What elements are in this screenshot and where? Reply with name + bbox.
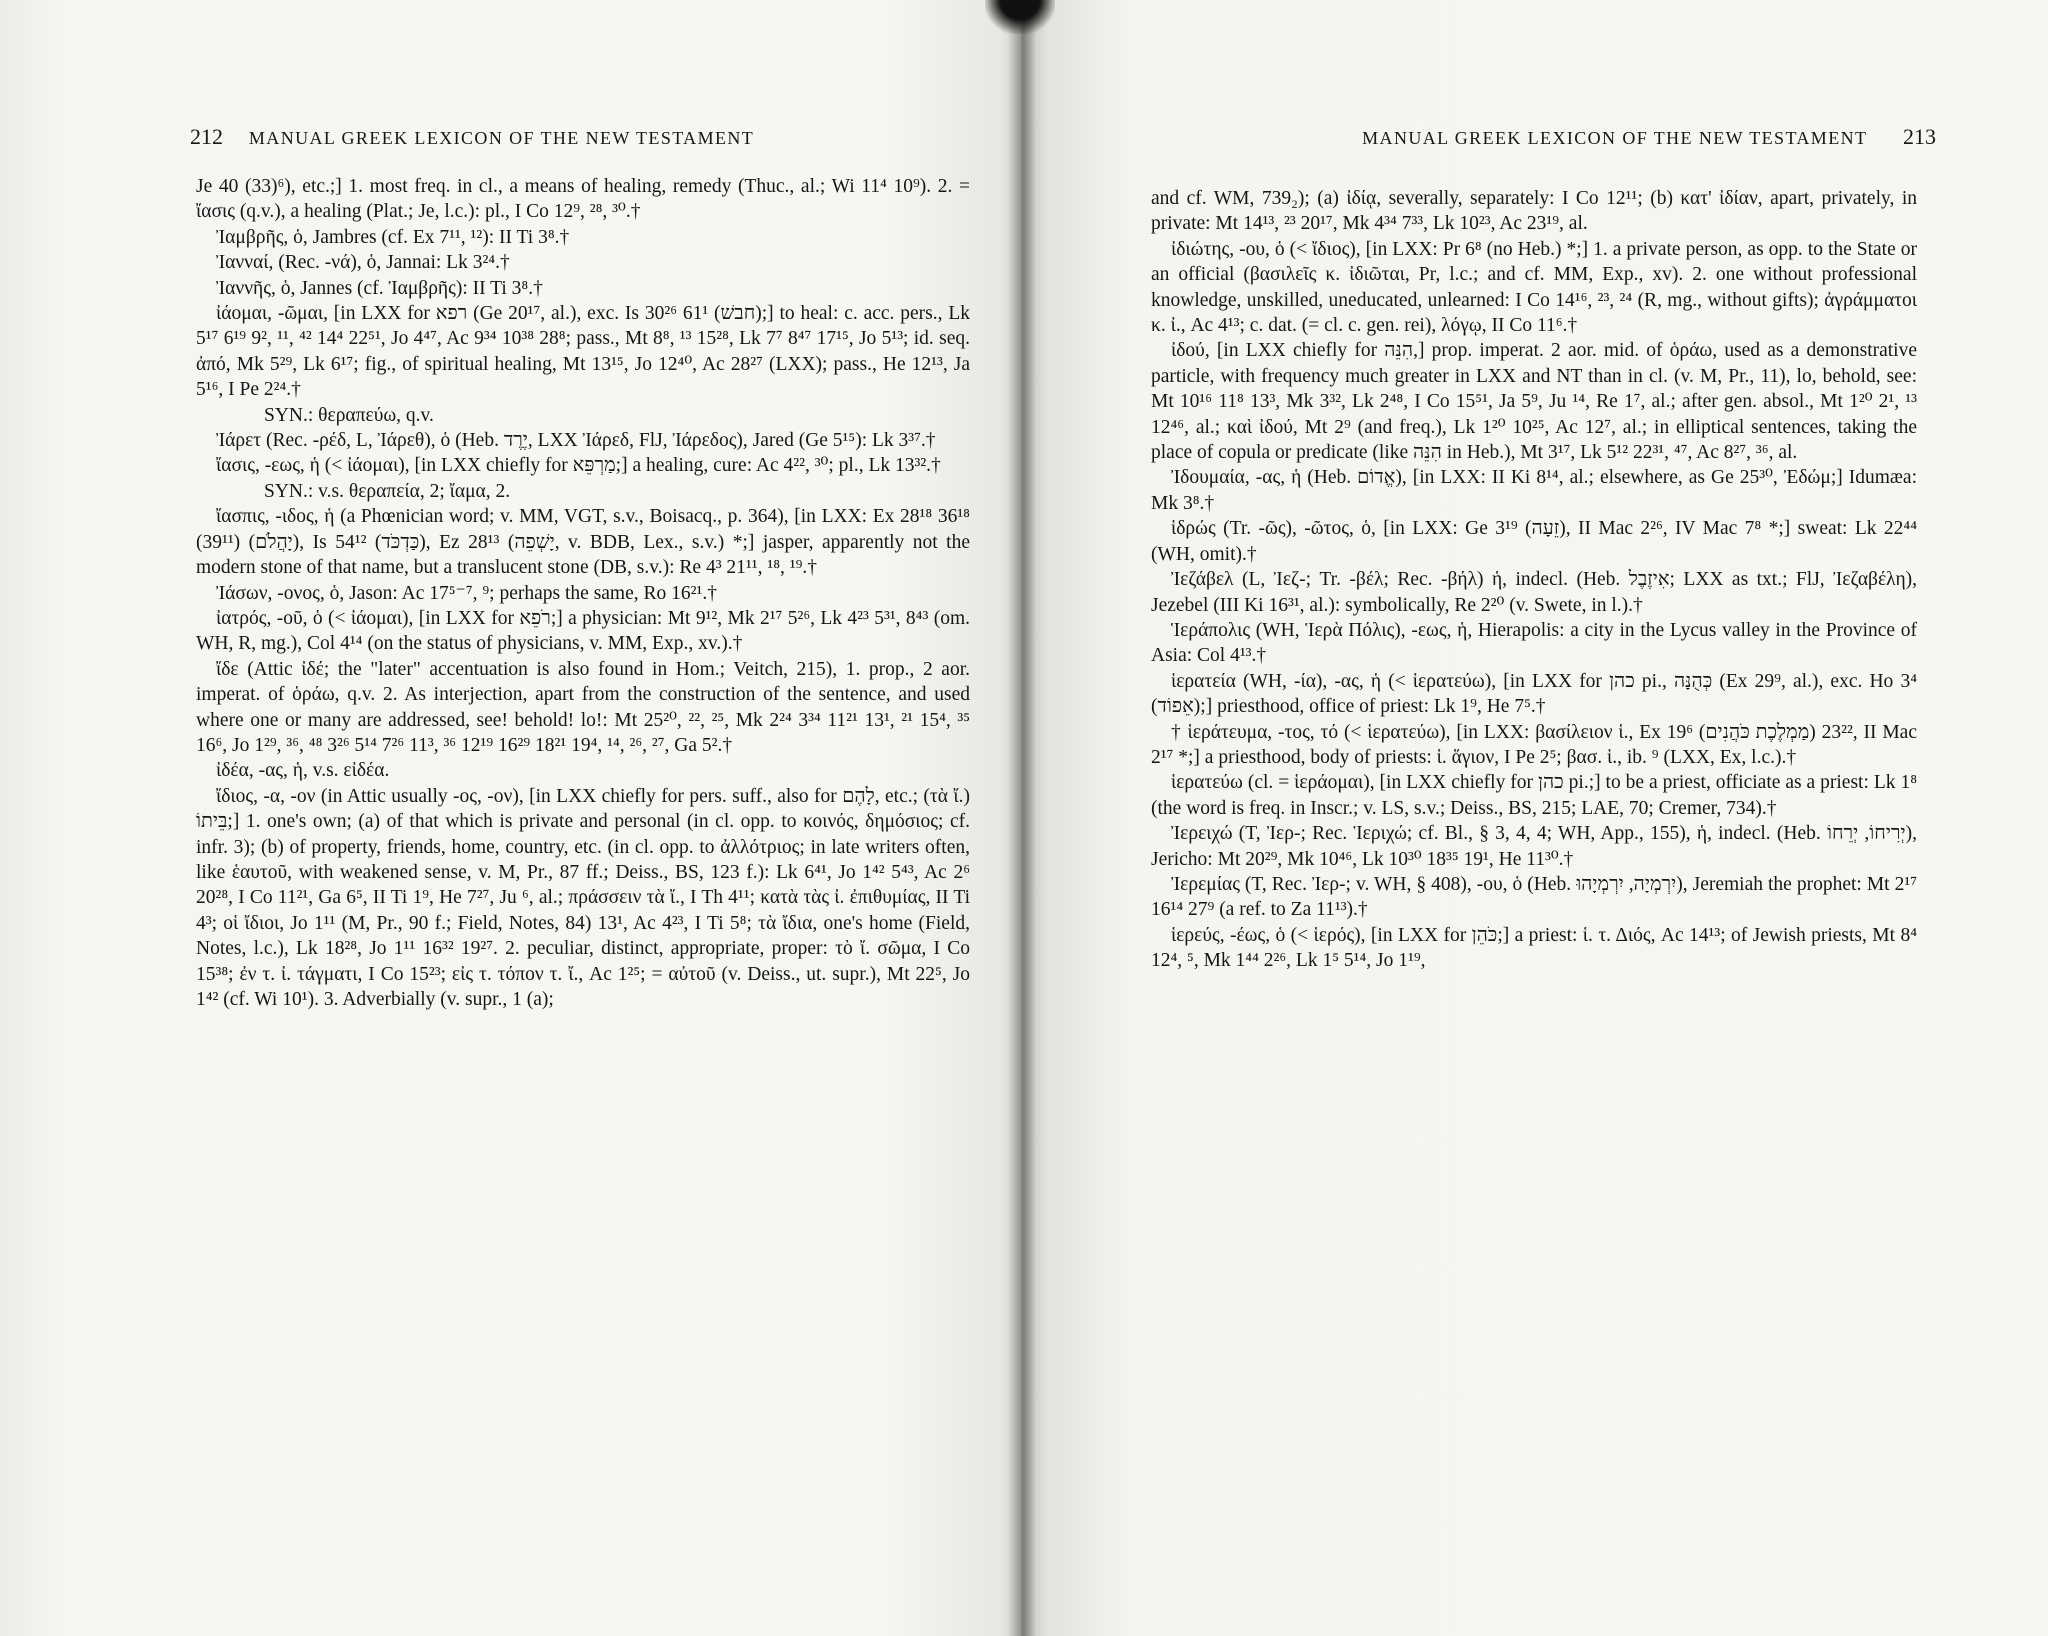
dictionary-entry: ἴασις, -εως, ἡ (< ἰάομαι), [in LXX chiefly for מַרְפֵּא;] a healing, cure: Ac 4²², ³⁰; pl., Lk 13³².† bbox=[216, 455, 941, 477]
dictionary-entry: Ἰανναί, (Rec. -νά), ὁ, Jannai: Lk 3²⁴.† bbox=[216, 252, 510, 274]
dictionary-entry: Ἰερειχώ (T, Ἰερ-; Rec. Ἱεριχώ; cf. Bl., § 3, 4, 4; WH, App., 155), ἡ, indecl. (Heb. יְרִיחוֹ, יְרֵחוֹ), Jericho: Mt 20²⁹, Mk 10⁴⁶, Lk 10³⁰ 18³⁵ 19¹, He 11³⁰.† bbox=[1151, 823, 1917, 870]
dictionary-entry: Ἰεζάβελ (L, Ἰεζ-; Tr. -βέλ; Rec. -βήλ) ἡ, indecl. (Heb. אִיזֶבֶל; LXX as txt.; FlJ, Ἰεζαβέλη), Jezebel (III Ki 16³¹, al.): symbolically, Re 2²⁰ (v. Swete, in l.).† bbox=[1151, 569, 1918, 616]
dictionary-entry: ἴδιος, -α, -ον (in Attic usually -ος, -ον), [in LXX chiefly for pers. suff., also for לָהֶם, etc.; (τὰ ἴ.) בֵּיתוֹ;] 1. one's own; (a) of that which is private and personal (in cl. opp. to κοινός, δημόσιος; cf. infr. 3); (b) of property, friends, home, country, etc. (in cl. opp. to ἀλλότριος; in late writers often, like ἑαυτοῦ, with weakened sense, v. M, Pr., 87 ff.; Deiss., BS, 123 f.): Lk 6⁴¹, Jo 1⁴² 5⁴³, Ac 2⁶ 20²⁸, I Co 11²¹, Ga 6⁵, II Ti 1⁹, He 7²⁷, Ju ⁶, al.; πράσσειν τὰ ἴ., I Th 4¹¹; κατὰ τὰς ἰ. ἐπιθυμίας, II Ti 4³; οἱ ἴδιοι, Jo 1¹¹ (M, Pr., 90 f.; Field, Notes, 84) 13¹, Ac 4²³, I Ti 5⁸; τὰ ἴδια, one's home (Field, Notes, l.c.), Lk 18²⁸, Jo 1¹¹ 16³² 19²⁷. 2. peculiar, distinct, appropriate, proper: τὸ ἴ. σῶμα, I Co 15³⁸; ἐν τ. ἰ. τάγματι, I Co 15²³; εἰς τ. τόπον τ. ἴ., Ac 1²⁵; = αὐτοῦ (v. Deiss., ut. supr.), Mt 22⁵, Jo 1⁴² (cf. Wi 10¹). 3. Adverbially (v. supr., 1 (a); bbox=[196, 785, 970, 1010]
dictionary-entry: and cf. WM, 739₂); (a) ἰδίᾳ, severally, separately: I Co 12¹¹; (b) κατ' ἰδίαν, apart, privately, in private: Mt 14¹³, ²³ 20¹⁷, Mk 4³⁴ 7³³, Lk 10²³, Ac 23¹⁹, al. bbox=[1151, 188, 1917, 235]
left-running-head bbox=[190, 124, 950, 150]
dictionary-entry: ἴασπις, -ιδος, ἡ (a Phœnician word; v. MM, VGT, s.v., Boisacq., p. 364), [in LXX: Ex 28¹⁸ 36¹⁸ (39¹¹) (יָהֲלֹם), Is 54¹² (כַּדְכֹּד), Ez 28¹³ (יָשְׁפֵה, v. BDB, Lex., s.v.) *;] jasper, apparently not the modern stone of that name, but a translucent stone (DB, s.v.): Re 4³ 21¹¹, ¹⁸, ¹⁹.† bbox=[196, 506, 971, 579]
synonym-note: SYN.: θεραπεύω, q.v. bbox=[264, 404, 434, 426]
left-page bbox=[0, 0, 1021, 1636]
dictionary-entry: Ἰάρετ (Rec. -ρέδ, L, Ἰάρεθ), ὁ (Heb. יֶרֶד, LXX Ἰάρεδ, FlJ, Ἰάρεδος), Jared (Ge 5¹⁵): Lk 3³⁷.† bbox=[216, 430, 936, 452]
dictionary-entry: Ἱεράπολις (WH, Ἱερὰ Πόλις), -εως, ἡ, Hierapolis: a city in the Lycus valley in the Province of Asia: Col 4¹³.† bbox=[1151, 619, 1917, 667]
dictionary-entry: Ἰαννῆς, ὁ, Jannes (cf. Ἰαμβρῆς): II Ti 3⁸.† bbox=[216, 277, 543, 299]
left-page-number: 212 bbox=[190, 124, 223, 149]
dictionary-entry: ἱερατεύω (cl. = ἱεράομαι), [in LXX chiefly for כהן pi.;] to be a priest, officiate as a priest: Lk 1⁸ (the word is freq. in Inscr.; v. LS, s.v.; Deiss., BS, 215; LAE, 70; Cremer, 734).† bbox=[1151, 772, 1917, 819]
dictionary-entry: ἴδε (Attic ἰδέ; the "later" accentuation is also found in Hom.; Veitch, 215), 1. prop., 2 aor. imperat. of ὁράω, q.v. 2. As interjection, apart from the construction of the sentence, and used where one or many are addressed, see! behold! lo!: Mt 25²⁰, ²², ²⁵, Mk 2²⁴ 3³⁴ 11²¹ 13¹, ²¹ 15⁴, ³⁵ 16⁶, Jo 1²⁹, ³⁶, ⁴⁸ 3²⁶ 5¹⁴ 7²⁶ 11³, ³⁶ 12¹⁹ 16²⁹ 18²¹ 19⁴, ¹⁴, ²⁶, ²⁷, Ga 5².† bbox=[196, 658, 970, 756]
book-gutter bbox=[1008, 0, 1036, 1636]
dictionary-entry: ἰδού, [in LXX chiefly for הִנֵּה,] prop. imperat. 2 aor. mid. of ὁράω, used as a demonstrative particle, with frequency much greater in LXX and NT than in cl. (v. M, Pr., 11), lo, behold, see: Mt 10¹⁶ 11⁸ 13³, Mk 3³², Lk 2⁴⁸, I Co 15⁵¹, Ja 5⁹, Ju ¹⁴, Re 1⁷, al.; after gen. absol., Mt 1²⁰ 2¹, ¹³ 12⁴⁶, al.; καὶ ἰδού, Mt 2⁹ (and freq.), Lk 1²⁰ 10²⁵, Ac 12⁷, al.; in elliptical sentences, taking the place of copula or predicate (like הִנֵּה in Heb.), Mt 3¹⁷, Lk 5¹² 22³¹, ⁴⁷, Ac 8²⁷, ³⁶, al. bbox=[1151, 340, 1917, 464]
synonym-note: SYN.: v.s. θεραπεία, 2; ἴαμα, 2. bbox=[264, 480, 511, 502]
dictionary-entry: † ἱεράτευμα, -τος, τό (< ἱερατεύω), [in LXX: βασίλειον ἱ., Ex 19⁶ (מַמְלֶכֶת כֹּהֲנִים) 23²², II Mac 2¹⁷ *;] a priesthood, body of priests: ἱ. ἅγιον, I Pe 2⁵; βασ. ἱ., ib. ⁹ (LXX, Ex, l.c.).† bbox=[1151, 721, 1917, 768]
dictionary-entry: ἱδρώς (Tr. -ῶς), -ῶτος, ὁ, [in LXX: Ge 3¹⁹ (זֵעָה), II Mac 2²⁶, IV Mac 7⁸ *;] sweat: Lk 22⁴⁴ (WH, omit).† bbox=[1151, 518, 1917, 565]
dictionary-entry: ἱερεύς, -έως, ὁ (< ἱερός), [in LXX for כֹּהֵן;] a priest: ἱ. τ. Διός, Ac 14¹³; of Jewish priests, Mt 8⁴ 12⁴, ⁵, Mk 1⁴⁴ 2²⁶, Lk 1⁵ 5¹⁴, Jo 1¹⁹, bbox=[1151, 924, 1917, 972]
dictionary-entry: Je 40 (33)⁶), etc.;] 1. most freq. in cl., a means of healing, remedy (Thuc., al.; Wi 11⁴ 10⁹). 2. = ἴασις (q.v.), a healing (Plat.; Je, l.c.): pl., I Co 12⁹, ²⁸, ³⁰.† bbox=[196, 176, 970, 223]
dictionary-entry: ἰάομαι, -ῶμαι, [in LXX for רפא (Ge 20¹⁷, al.), exc. Is 30²⁶ 61¹ (חבשׁ);] to heal: c. acc. pers., Lk 5¹⁷ 6¹⁹ 9², ¹¹, ⁴² 14⁴ 22⁵¹, Jo 4⁴⁷, Ac 9³⁴ 10³⁸ 28⁸; pass., Mt 8⁸, ¹³ 15²⁸, Lk 7⁷ 8⁴⁷ 17¹⁵, Jo 5¹³; id. seq. ἀπό, Mk 5²⁹, Lk 6¹⁷; fig., of spiritual healing, Mt 13¹⁵, Jo 12⁴⁰, Ac 28²⁷ (LXX); pass., He 12¹³, Ja 5¹⁶, I Pe 2²⁴.† bbox=[196, 303, 970, 401]
right-column bbox=[1151, 186, 1917, 974]
right-page bbox=[1021, 0, 2048, 1636]
dictionary-entry: Ἰδουμαία, -ας, ἡ (Heb. אֱדוֹם), [in LXX: II Ki 8¹⁴, al.; elsewhere, as Ge 25³⁰, Ἐδώμ;] Idumæa: Mk 3⁸.† bbox=[1151, 467, 1917, 514]
left-column bbox=[196, 174, 970, 1012]
right-running-head bbox=[1171, 124, 1936, 150]
dictionary-entry: ἰδιώτης, -ου, ὁ (< ἴδιος), [in LXX: Pr 6⁸ (no Heb.) *;] 1. a private person, as opp. to the State or an official (βασιλεῖς κ. ἰδιῶται, Pr, l.c.; and cf. MM, Exp., xv). 2. one without professional knowledge, unskilled, uneducated, unlearned: I Co 14¹⁶, ²³, ²⁴ (R, mg., without gifts); ἀγράμματοι κ. ἰ., Ac 4¹³; c. dat. (= cl. c. gen. rei), λόγῳ, II Co 11⁶.† bbox=[1151, 238, 1917, 337]
dictionary-entry: ἱερατεία (WH, -ία), -ας, ἡ (< ἱερατεύω), [in LXX for כהן pi., כְּהֻנָּה (Ex 29⁹, al.), exc. Ho 3⁴ (אֵפוֹד);] priesthood, office of priest: Lk 1⁹, He 7⁵.† bbox=[1151, 670, 1917, 718]
dictionary-entry: Ἰαμβρῆς, ὁ, Jambres (cf. Ex 7¹¹, ¹²): II Ti 3⁸.† bbox=[216, 226, 570, 248]
binding-shadow bbox=[985, 0, 1055, 34]
dictionary-entry: Ἰάσων, -ονος, ὁ, Jason: Ac 17⁵⁻⁷, ⁹; perhaps the same, Ro 16²¹.† bbox=[216, 582, 717, 604]
right-page-number: 213 bbox=[1903, 124, 1936, 149]
dictionary-entry: ἰδέα, -ας, ἡ, v.s. εἰδέα. bbox=[216, 760, 390, 782]
left-running-title: MANUAL GREEK LEXICON OF THE NEW TESTAMENT bbox=[248, 128, 755, 148]
dictionary-entry: Ἰερεμίας (T, Rec. Ἰερ-; v. WH, § 408), -ου, ὁ (Heb. יִרְמְיָה, יִרְמְיָהוּ), Jeremiah the prophet: Mt 2¹⁷ 16¹⁴ 27⁹ (a ref. to Za 11¹³).† bbox=[1151, 873, 1917, 921]
dictionary-entry: ἰατρός, -οῦ, ὁ (< ἰάομαι), [in LXX for רֹפֵא;] a physician: Mt 9¹², Mk 2¹⁷ 5²⁶, Lk 4²³ 5³¹, 8⁴³ (om. WH, R, mg.), Col 4¹⁴ (on the status of physicians, v. MM, Exp., xv.).† bbox=[196, 607, 970, 655]
right-running-title: MANUAL GREEK LEXICON OF THE NEW TESTAMENT bbox=[1362, 128, 1868, 148]
